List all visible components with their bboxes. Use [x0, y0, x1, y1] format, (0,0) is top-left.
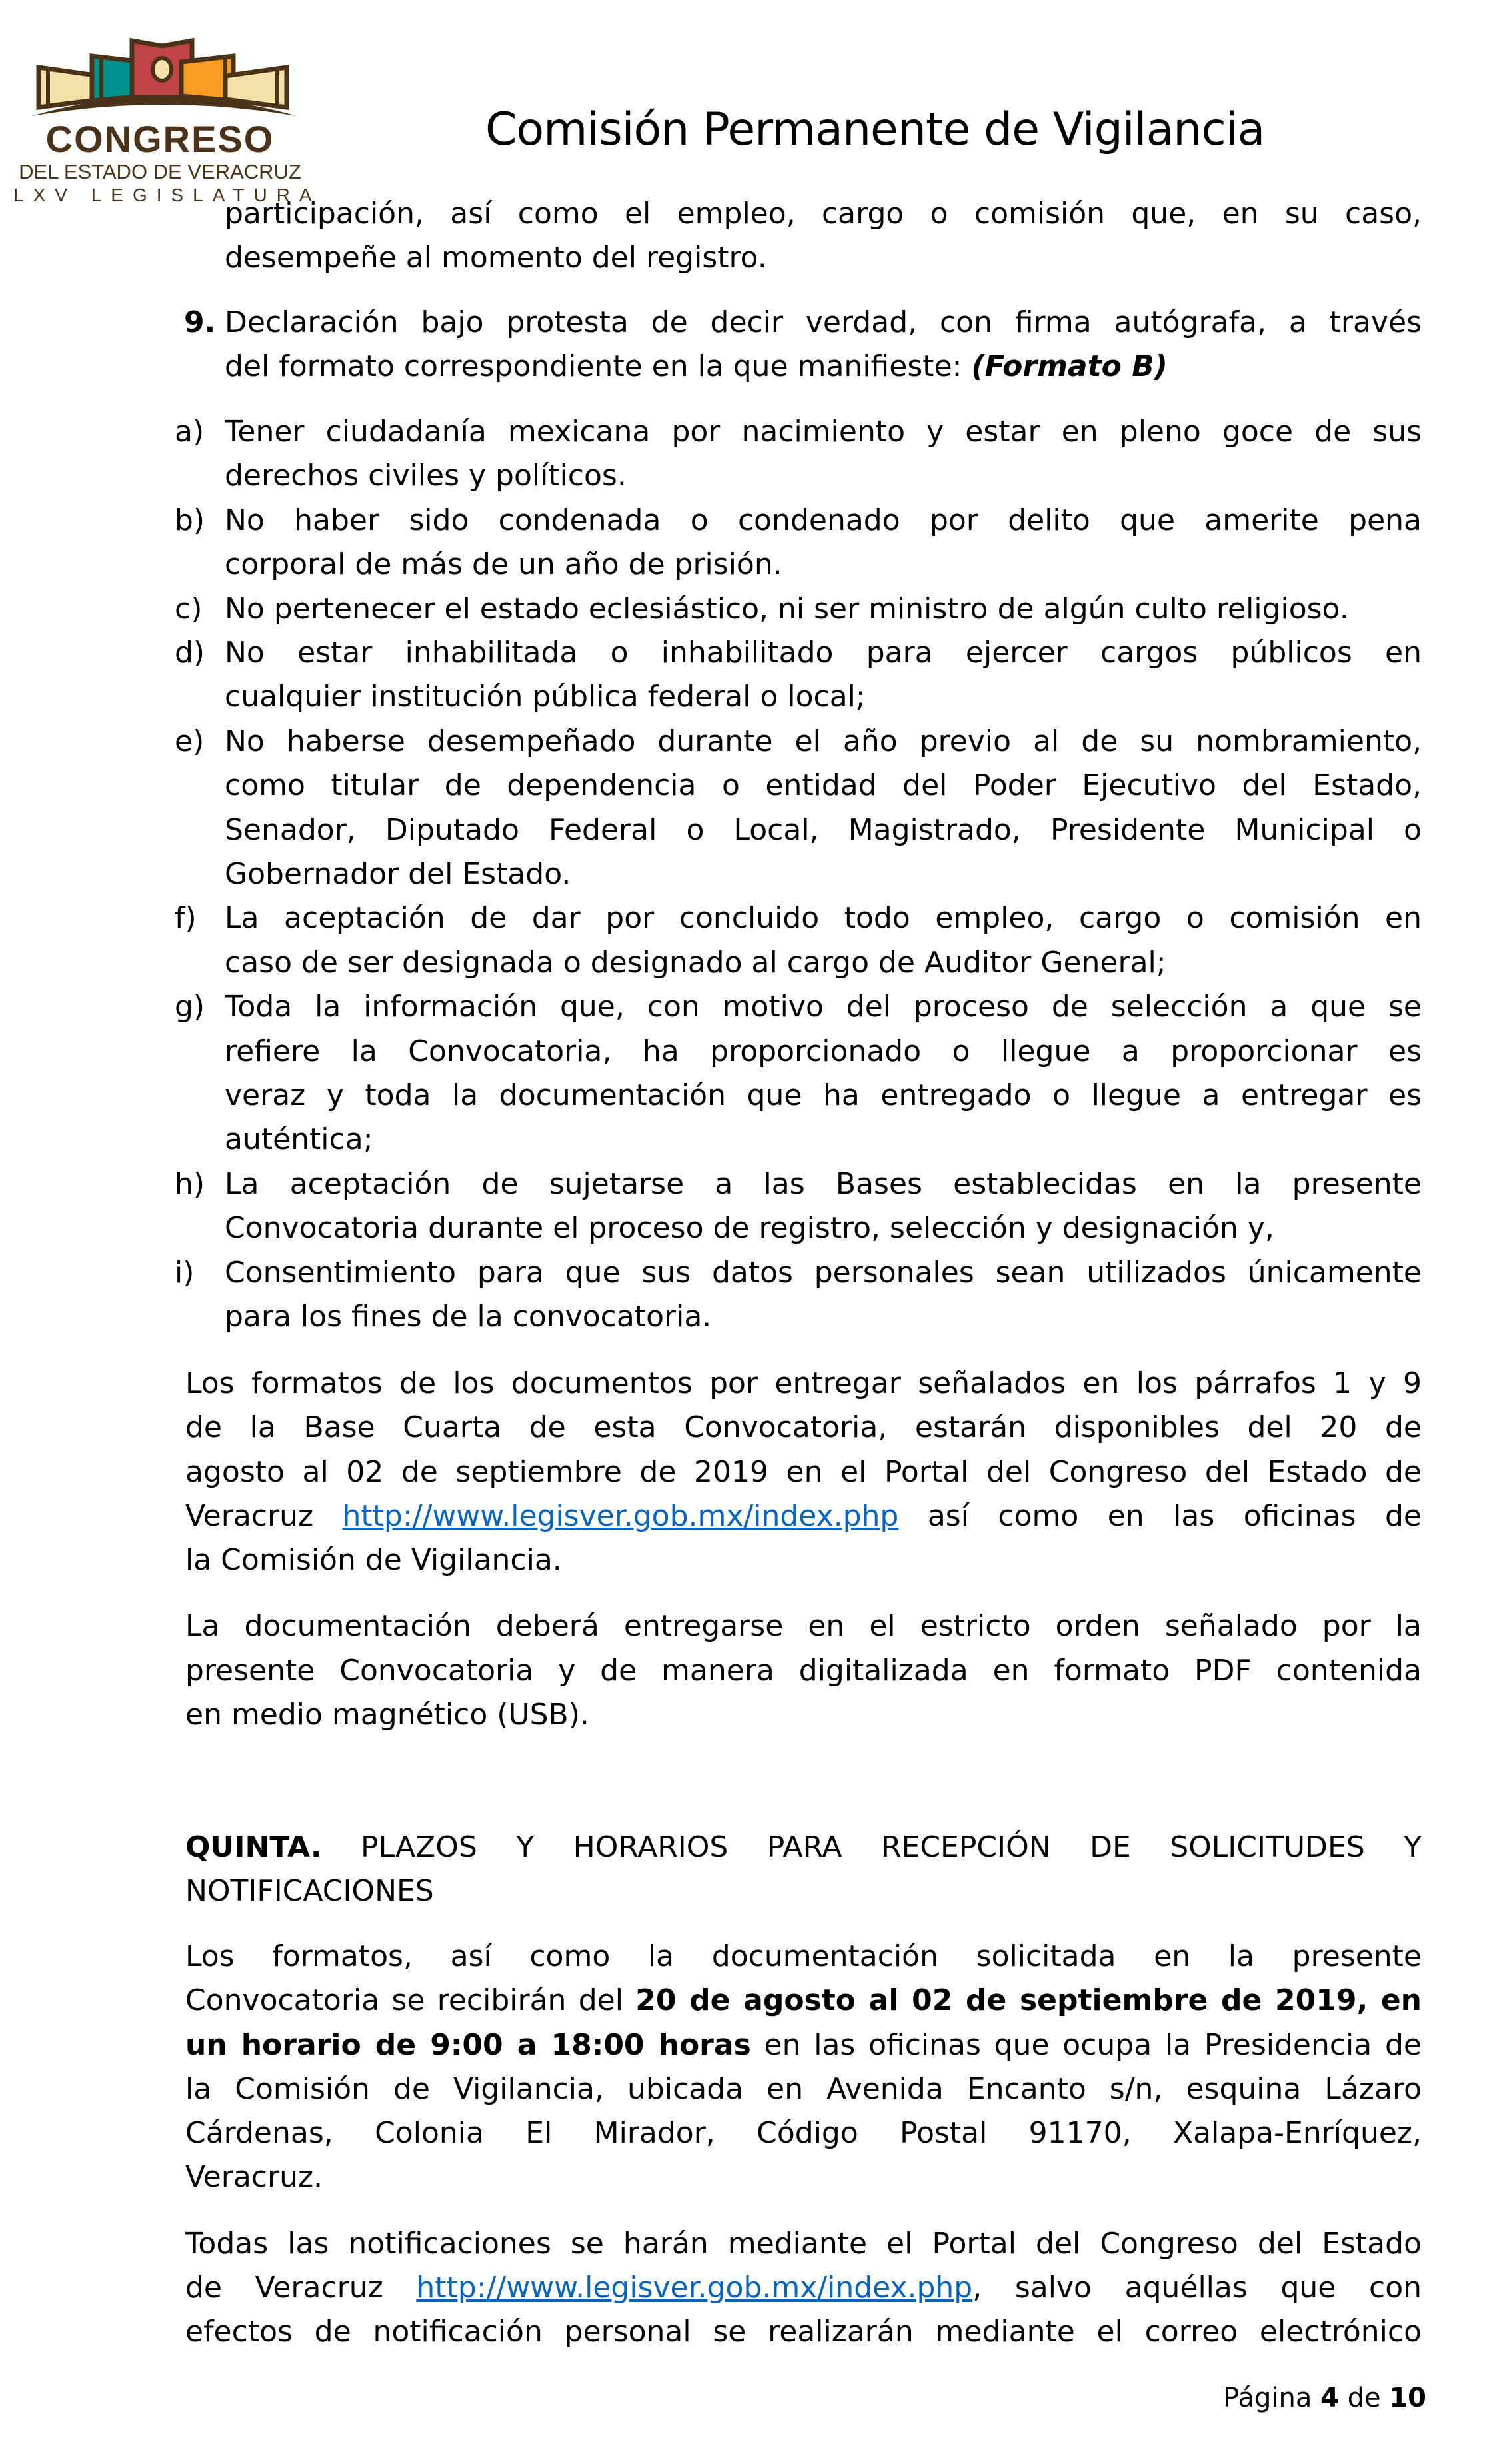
list-marker: g) [175, 990, 205, 1024]
page-header-title: Comisión Permanente de Vigilancia [485, 103, 1265, 156]
list-item-line: La aceptación de sujetarse a las Bases establecidas en la presente [225, 1166, 1422, 1201]
congreso-logo [13, 37, 321, 207]
list-item-line: Convocatoria durante el proceso de registro, selección y designación y, [225, 1211, 1274, 1246]
section-heading-line: NOTIFICACIONES [185, 1874, 434, 1908]
paragraph-line: de la Base Cuarta de esta Convocatoria, estarán disponibles del 20 de [185, 1410, 1422, 1444]
list-item-line: Toda la información que, con motivo del proceso de selección a que se [225, 990, 1422, 1024]
item-9-line-text: del formato correspondiente en la que manifieste: [225, 349, 972, 383]
list-item-line: La aceptación de dar por concluido todo empleo, cargo o comisión en [225, 901, 1422, 936]
list-marker: c) [175, 591, 203, 626]
congreso-building-icon [13, 37, 307, 117]
item-9-line: Declaración bajo protesta de decir verdad, con firma autógrafa, a través [225, 305, 1422, 339]
list-marker: e) [175, 724, 205, 758]
list-item-line: auténtica; [225, 1122, 373, 1157]
section-label: QUINTA. [185, 1830, 322, 1864]
list-item-line: corporal de más de un año de prisión. [225, 547, 782, 582]
list-item-line: veraz y toda la documentación que ha entregado o llegue a entregar es [225, 1078, 1422, 1112]
paragraph-line: efectos de notificación personal se realizarán mediante el correo electrónico [185, 2315, 1422, 2349]
list-marker: h) [175, 1166, 205, 1201]
list-marker: i) [175, 1255, 195, 1290]
paragraph-line: Veracruz. [185, 2160, 323, 2194]
list-item-line: No estar inhabilitada o inhabilitado para ejercer cargos públicos en [225, 636, 1422, 670]
paragraph-text: , salvo aquéllas que con [972, 2271, 1422, 2305]
paragraph-line: agosto al 02 de septiembre de 2019 en el Portal del Congreso del Estado de [185, 1455, 1422, 1489]
continuation-line: participación, así como el empleo, cargo o comisión que, en su caso, [225, 197, 1422, 231]
list-item-line: caso de ser designada o designado al cargo de Auditor General; [225, 945, 1166, 980]
legisver-portal-link[interactable]: http://www.legisver.gob.mx/index.php [342, 1499, 899, 1533]
paragraph-line [185, 2266, 1422, 2310]
list-item-line: No pertenecer el estado eclesiástico, ni ser ministro de algún culto religioso. [225, 591, 1349, 626]
paragraph-line: Los formatos de los documentos por entregar señalados en los párrafos 1 y 9 [185, 1366, 1422, 1400]
paragraph-line [185, 1494, 1422, 1538]
list-item-line: refiere la Convocatoria, ha proporcionado o llegue a proporcionar es [225, 1034, 1422, 1068]
paragraph-line: Los formatos, así como la documentación solicitada en la presente [185, 1939, 1422, 1973]
paragraph-line [185, 1979, 1422, 2023]
logo-name: CONGRESO [45, 118, 275, 160]
paragraph-text: en las oficinas que ocupa la Presidencia de [750, 2028, 1422, 2062]
schedule-hours: un horario de 9:00 a 18:00 horas [185, 2028, 751, 2062]
paragraph-line: La documentación deberá entregarse en el estricto orden señalado por la [185, 1609, 1422, 1643]
list-marker: f) [175, 901, 197, 936]
page-number [1160, 2378, 1426, 2418]
logo-subtitle: DEL ESTADO DE VERACRUZ [19, 160, 301, 183]
paragraph-line: Cárdenas, Colonia El Mirador, Código Postal 91170, Xalapa-Enríquez, [185, 2116, 1422, 2150]
paragraph-text: así como en las oficinas de [898, 1499, 1422, 1533]
item-9-line [225, 345, 1168, 389]
current-page: 4 [1320, 2383, 1339, 2413]
list-item-line: como titular de dependencia o entidad del Poder Ejecutivo del Estado, [225, 768, 1422, 803]
paragraph-line: Todas las notificaciones se harán mediante el Portal del Congreso del Estado [185, 2227, 1422, 2261]
paragraph-line: presente Convocatoria y de manera digitalizada en formato PDF contenida [185, 1654, 1422, 1688]
paragraph-text: de Veracruz [185, 2271, 417, 2305]
paragraph-text: Veracruz [185, 1499, 343, 1533]
section-title: PLAZOS Y HORARIOS PARA RECEPCIÓN DE SOLICITUDES Y [321, 1830, 1422, 1864]
list-item-line: para los fines de la convocatoria. [225, 1300, 712, 1334]
format-b-reference: (Formato B) [971, 349, 1168, 383]
paragraph-text: Convocatoria se recibirán del [185, 1983, 636, 2017]
item-number: 9. [184, 305, 216, 339]
page-label: Página [1223, 2383, 1312, 2413]
logo-legislature: LXV LEGISLATURA [13, 185, 321, 205]
list-item-line: derechos civiles y políticos. [225, 459, 627, 493]
paragraph-line: la Comisión de Vigilancia, ubicada en Avenida Encanto s/n, esquina Lázaro [185, 2072, 1422, 2106]
of-label: de [1347, 2383, 1381, 2413]
date-range: 20 de agosto al 02 de septiembre de 2019, en [635, 1983, 1422, 2017]
list-marker: b) [175, 503, 205, 537]
list-item-line: No haberse desempeñado durante el año previo al de su nombramiento, [225, 724, 1422, 758]
total-pages: 10 [1389, 2383, 1426, 2413]
paragraph-line: la Comisión de Vigilancia. [185, 1543, 562, 1577]
list-item-line: Tener ciudadanía mexicana por nacimiento y estar en pleno goce de sus [225, 415, 1422, 449]
section-heading-quinta [185, 1826, 1422, 1869]
list-item-line: Senador, Diputado Federal o Local, Magistrado, Presidente Municipal o [225, 812, 1422, 847]
list-item-line: No haber sido condenada o condenado por delito que amerite pena [225, 503, 1422, 537]
continuation-line: desempeñe al momento del registro. [225, 241, 767, 275]
list-marker: d) [175, 636, 205, 670]
paragraph-line [185, 2023, 1422, 2067]
legisver-portal-link[interactable]: http://www.legisver.gob.mx/index.php [416, 2271, 973, 2305]
list-item-line: cualquier institución pública federal o local; [225, 680, 866, 714]
paragraph-line: en medio magnético (USB). [185, 1698, 589, 1732]
list-marker: a) [175, 415, 205, 449]
list-item-line: Consentimiento para que sus datos personales sean utilizados únicamente [225, 1255, 1422, 1290]
list-item-line: Gobernador del Estado. [225, 857, 571, 891]
